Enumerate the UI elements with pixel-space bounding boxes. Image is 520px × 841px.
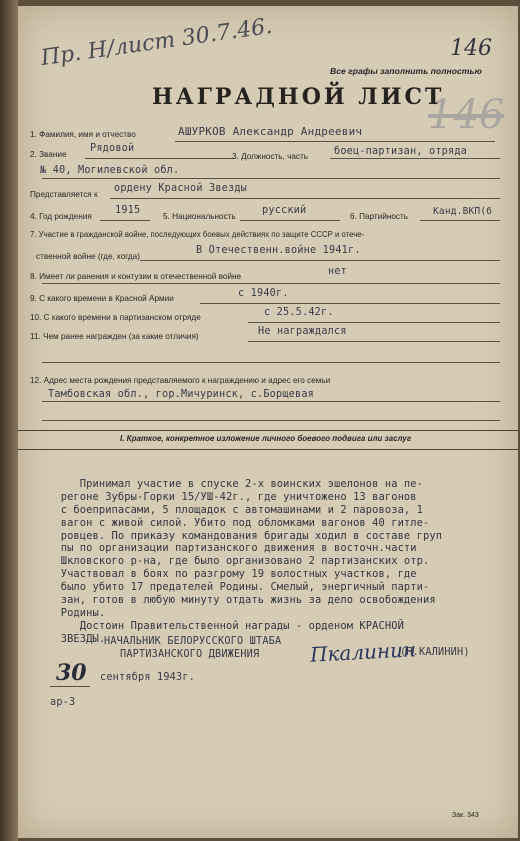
field-value-nationality: русский — [262, 205, 307, 216]
signatory-title-line2: ПАРТИЗАНСКОГО ДВИЖЕНИЯ — [120, 649, 260, 660]
field-label-army-since: 9. С какого времени в Красной Армии — [30, 294, 174, 303]
page-title: НАГРАДНОЙ ЛИСТ — [152, 84, 445, 110]
binding-edge — [0, 0, 18, 841]
field-value-rank: Рядовой — [90, 143, 135, 154]
field-label-name: 1. Фамилия, имя и отчество — [30, 130, 136, 139]
field-value-name: АШУРКОВ Александр Андреевич — [178, 125, 363, 138]
print-mark: Зак. 343 — [452, 812, 479, 819]
field-value-birth-year: 1915 — [115, 205, 141, 216]
section-title: I. Краткое, конкретное изложение личного боевого подвига или заслуг — [120, 434, 412, 443]
date-day: 30 — [56, 660, 87, 686]
field-label-partisan-since: 10. С какого времени в партизанском отряде — [30, 313, 201, 322]
field-value-award: ордену Красной Звезды — [114, 183, 248, 194]
field-label-address: 12. Адрес места рождения представляемого к награждению и адрес его семьи — [30, 376, 331, 385]
field-label-nationality: 5. Национальность — [163, 212, 236, 221]
page-number: 146 — [450, 36, 492, 61]
field-value-unit: № 40, Могилевской обл. — [40, 165, 180, 176]
merit-narrative: Принимал участие в спуске 2-х воинских эшелонов на пе- регоне Зубры-Горки 15/УШ-42г., где уничтожено 13 вагонов с боеприпасами, 5 площадок с автомашинами и 2 паровоза, 1 вагон с живой силой. Убито под обломками вагонов 40 гитле- ровцев. По приказу командования бригады ходил в составе груп пы по организации партизанского движения в восточн.части Шкловского р-на, где было организовано 2 партизанских отр. Участвовал в боях по разгрому 19 волостных участков, где было убито 17 предателей Родины. Смелый, энергичный парти- зан, готов в любую минуту отдать жизнь за дело освобождения Родины. Достоин Правительственной награды - орденом КРАСНОЙ ЗВЕЗДЫ. — [48, 477, 443, 645]
field-label-position: 3. Должность, часть — [232, 152, 309, 161]
field-label-participation-cont: ственной войне (где, когда) — [36, 252, 140, 261]
date-month-year: сентября 1943г. — [100, 672, 196, 683]
field-label-party: 6. Партийность — [350, 212, 408, 221]
field-value-party: Канд.ВКП(б — [433, 206, 493, 217]
all-fields-note: Все графы заполнить полностью — [330, 66, 482, 76]
field-label-participation: 7. Участие в гражданской войне, последующих боевых действиях по защите СССР и отече- — [30, 230, 365, 239]
signature-autograph: Пкалинин — [309, 637, 417, 667]
handwritten-note: Пр. Н/лист 30.7.46. — [39, 13, 274, 72]
signatory-title-line1: НАЧАЛЬНИК БЕЛОРУССКОГО ШТАБА — [104, 636, 282, 647]
field-label-wounds: 8. Имеет ли ранения и контузии в отечественной войне — [30, 272, 242, 281]
field-value-address: Тамбовская обл., гор.Мичуринск, с.Борщевая — [48, 389, 315, 400]
field-value-army-since: с 1940г. — [238, 288, 289, 299]
page-number-crossed: 146 — [428, 92, 505, 138]
field-label-nominated: Представляется к — [30, 190, 98, 199]
signatory-name: (П.КАЛИНИН) — [400, 647, 470, 658]
field-label-rank: 2. Звание — [30, 150, 67, 159]
field-label-birth-year: 4. Год рождения — [30, 212, 92, 221]
field-value-partisan-since: с 25.5.42г. — [264, 307, 334, 318]
field-value-position: боец-партизан, отряда — [334, 146, 468, 157]
field-value-prior-awards: Не награждался — [258, 326, 347, 337]
field-value-participation: В Отечественн.войне 1941г. — [196, 245, 361, 256]
document-code: ар-3 — [50, 697, 76, 708]
field-value-wounds: нет — [328, 266, 348, 277]
field-label-prior-awards: 11. Чем ранее награжден (за какие отличия) — [30, 332, 199, 341]
